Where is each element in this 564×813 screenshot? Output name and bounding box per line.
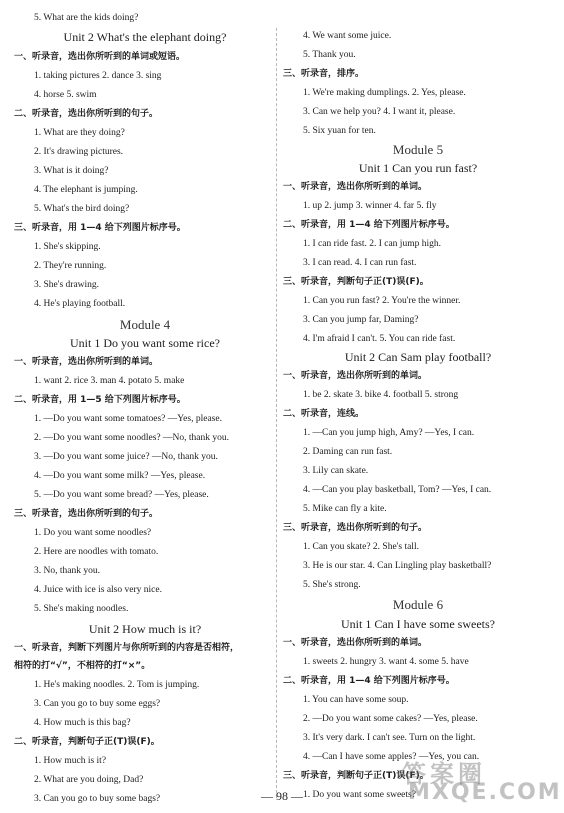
- answer-item: 1. He's making noodles. 2. Tom is jumping.: [34, 680, 200, 690]
- answer-item: 4. —Can you play basketball, Tom? —Yes, I can.: [303, 485, 492, 495]
- unit-heading: Unit 2 What's the elephant doing?: [63, 30, 227, 44]
- answer-item: 5. What are the kids doing?: [34, 13, 139, 23]
- answer-item: 5. She's strong.: [303, 580, 361, 590]
- answer-item: 5. Thank you.: [303, 50, 356, 60]
- answer-item: 5. Mike can fly a kite.: [303, 504, 387, 514]
- answer-item: 1. —Do you want some tomatoes? —Yes, please.: [34, 414, 222, 424]
- section-heading: 一、听录音，判断下列图片与你所听到的内容是否相符，: [14, 643, 240, 653]
- watermark: [392, 754, 562, 806]
- answer-item: 2. It's drawing pictures.: [34, 147, 124, 157]
- answer-item: 1. What are they doing?: [34, 128, 125, 138]
- section-heading: 三、听录音，排序。: [283, 69, 365, 79]
- unit-heading: Unit 1 Do you want some rice?: [70, 336, 220, 350]
- page-number: — 98 —: [261, 789, 303, 803]
- section-heading: 二、听录音，连线。: [283, 409, 365, 419]
- section-heading: 一、听录音，选出你所听到的单词或短语。: [14, 52, 186, 62]
- answer-item: 2. What are you doing, Dad?: [34, 775, 144, 785]
- answer-item: 1. Do you want some sweets?: [303, 790, 416, 800]
- section-heading: 一、听录音，选出你所听到的单词。: [283, 182, 428, 192]
- answer-item: 1. —Can you jump high, Amy? —Yes, I can.: [303, 428, 475, 438]
- section-heading: 二、听录音，用 1—4 给下列图片标序号。: [283, 220, 455, 230]
- answer-item: 3. Can we help you? 4. I want it, please.: [303, 107, 456, 117]
- answer-item: 1. Can you skate? 2. She's tall.: [303, 542, 419, 552]
- answer-item: 2. Here are noodles with tomato.: [34, 547, 159, 557]
- section-heading: 一、听录音，选出你所听到的单词。: [283, 371, 428, 381]
- answer-item: 4. horse 5. swim: [34, 90, 97, 100]
- module-heading: Module 5: [392, 142, 444, 157]
- section-heading: 二、听录音，选出你所听到的句子。: [14, 109, 159, 119]
- answer-item: 3. I can read. 4. I can run fast.: [303, 258, 417, 268]
- answer-item: 3. Lily can skate.: [303, 466, 369, 476]
- section-heading: 三、听录音，用 1—4 给下列图片标序号。: [14, 223, 186, 233]
- answer-item: 1. She's skipping.: [34, 242, 101, 252]
- answer-item: 2. They're running.: [34, 261, 107, 271]
- answer-item: 4. He's playing football.: [34, 299, 126, 309]
- answer-item: 3. He is our star. 4. Can Lingling play basketball?: [303, 561, 492, 571]
- answer-item: 1. I can ride fast. 2. I can jump high.: [303, 239, 441, 249]
- section-heading: 三、听录音，判断句子正(T)误(F)。: [283, 771, 429, 781]
- answer-item: 4. The elephant is jumping.: [34, 185, 138, 195]
- unit-heading: Unit 2 Can Sam play football?: [344, 350, 492, 364]
- unit-heading: Unit 2 How much is it?: [88, 622, 202, 636]
- answer-item: 3. What is it doing?: [34, 166, 109, 176]
- answer-item: 3. —Do you want some juice? —No, thank you.: [34, 452, 218, 462]
- section-heading: 三、听录音，选出你所听到的句子。: [283, 523, 428, 533]
- answer-item: 3. Can you go to buy some bags?: [34, 794, 161, 804]
- section-heading: 二、听录音，用 1—4 给下列图片标序号。: [283, 676, 455, 686]
- section-heading: 二、听录音，判断句子正(T)误(F)。: [14, 737, 160, 747]
- watermark-logo: 答案圈: [402, 760, 486, 788]
- section-heading: 一、听录音，选出你所听到的单词。: [283, 638, 428, 648]
- answer-item: 1. up 2. jump 3. winner 4. far 5. fly: [303, 201, 437, 211]
- answer-item: 1. be 2. skate 3. bike 4. football 5. strong: [303, 390, 459, 400]
- section-heading: 三、听录音，判断句子正(T)误(F)。: [283, 277, 429, 287]
- answer-item: 2. Daming can run fast.: [303, 447, 393, 457]
- answer-item: 1. How much is it?: [34, 756, 107, 766]
- answer-item: 2. —Do you want some cakes? —Yes, please.: [303, 714, 478, 724]
- answer-item: 4. —Do you want some milk? —Yes, please.: [34, 471, 206, 481]
- section-heading: 三、听录音，选出你所听到的句子。: [14, 509, 159, 519]
- unit-heading: Unit 1 Can you run fast?: [358, 161, 478, 175]
- answer-item: 1. You can have some soup.: [303, 695, 409, 705]
- answer-item: 5. —Do you want some bread? —Yes, please.: [34, 490, 209, 500]
- answer-item: 4. —Can I have some apples? —Yes, you can.: [303, 752, 480, 762]
- answer-item: 2. —Do you want some noodles? —No, thank you.: [34, 433, 229, 443]
- section-heading: 相符的打“√”，不相符的打“×”。: [14, 661, 151, 671]
- module-heading: Module 4: [119, 317, 171, 332]
- answer-item: 1. Do you want some noodles?: [34, 528, 152, 538]
- section-heading: 二、听录音，用 1—5 给下列图片标序号。: [14, 395, 186, 405]
- unit-heading: Unit 1 Can I have some sweets?: [341, 617, 495, 631]
- answer-item: 1. sweets 2. hungry 3. want 4. some 5. have: [303, 657, 469, 667]
- answer-item: 1. want 2. rice 3. man 4. potato 5. make: [34, 376, 185, 386]
- answer-item: 1. We're making dumplings. 2. Yes, please.: [303, 88, 466, 98]
- watermark-text: MXQE.COM: [408, 780, 562, 805]
- answer-item: 4. How much is this bag?: [34, 718, 131, 728]
- answer-item: 5. Six yuan for ten.: [303, 126, 376, 136]
- answer-item: 3. Can you jump far, Daming?: [303, 315, 419, 325]
- answer-item: 4. I'm afraid I can't. 5. You can ride fast.: [303, 334, 456, 344]
- module-heading: Module 6: [392, 597, 444, 612]
- answer-item: 5. What's the bird doing?: [34, 204, 130, 214]
- answer-item: 1. Can you run fast? 2. You're the winner.: [303, 296, 461, 306]
- section-heading: 一、听录音，选出你所听到的单词。: [14, 357, 159, 367]
- answer-item: 3. Can you go to buy some eggs?: [34, 699, 161, 709]
- answer-item: 1. taking pictures 2. dance 3. sing: [34, 71, 162, 81]
- answer-item: 5. She's making noodles.: [34, 604, 129, 614]
- answer-item: 4. We want some juice.: [303, 31, 392, 41]
- answer-item: 4. Juice with ice is also very nice.: [34, 585, 162, 595]
- column-divider: [276, 28, 277, 798]
- answer-item: 3. It's very dark. I can't see. Turn on the light.: [303, 733, 476, 743]
- answer-item: 3. No, thank you.: [34, 566, 100, 576]
- answer-item: 3. She's drawing.: [34, 280, 100, 290]
